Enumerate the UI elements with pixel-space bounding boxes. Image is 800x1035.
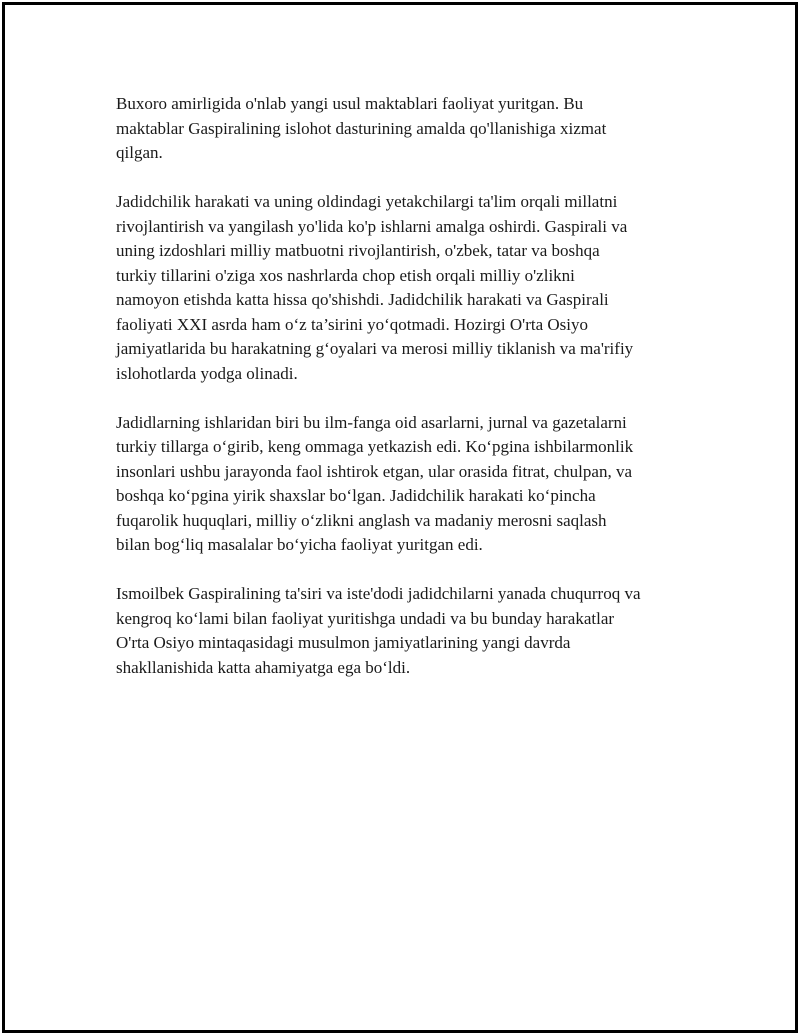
paragraph-1: Buxoro amirligida o'nlab yangi usul maktablari faoliyat yuritgan. Bu maktablar Gaspiralining islohot dasturining amalda qo'llanishiga xizmat qilgan. <box>116 94 607 162</box>
paragraph-2: Jadidchilik harakati va uning oldindagi yetakchilargi ta'lim orqali millatni rivojlantirish va yangilash yo'lida ko'p ishlarni amalga oshirdi. Gaspirali va uning izdoshlari milliy matbuotni rivojlantirish, o'zbek, tatar va boshqa turkiy tillarini o'ziga xos nashrlarda chop etish orqali milliy o'zlikni namoyon etishda katta hissa qo'shishdi. Jadidchilik harakati va Gaspirali faoliyati XXI asrda ham o‘z ta’sirini yo‘qotmadi. Hozirgi O'rta Osiyo jamiyatlarida bu harakatning g‘oyalari va merosi milliy tiklanish va ma'rifiy islohotlarda yodga olinadi. <box>116 192 634 383</box>
document-body <box>116 92 706 705</box>
paragraph-4: Ismoilbek Gaspiralining ta'siri va iste'dodi jadidchilarni yanada chuqurroq va kengroq ko‘lami bilan faoliyat yuritishga undadi va bu bunday harakatlar O'rta Osiyo mintaqasidagi musulmon jamiyatlarining yangi davrda shakllanishida katta ahamiyatga ega bo‘ldi. <box>116 584 641 677</box>
paragraph-3: Jadidlarning ishlaridan biri bu ilm-fanga oid asarlarni, jurnal va gazetalarni turkiy tillarga o‘girib, keng ommaga yetkazish edi. Ko‘pgina ishbilarmonlik insonlari ushbu jarayonda faol ishtirok etgan, ular orasida fitrat, chulpan, va boshqa ko‘pgina yirik shaxslar bo‘lgan. Jadidchilik harakati ko‘pincha fuqarolik huquqlari, milliy o‘zlikni anglash va madaniy merosni saqlash bilan bog‘liq masalalar bo‘yicha faoliyat yuritgan edi. <box>116 412 634 554</box>
